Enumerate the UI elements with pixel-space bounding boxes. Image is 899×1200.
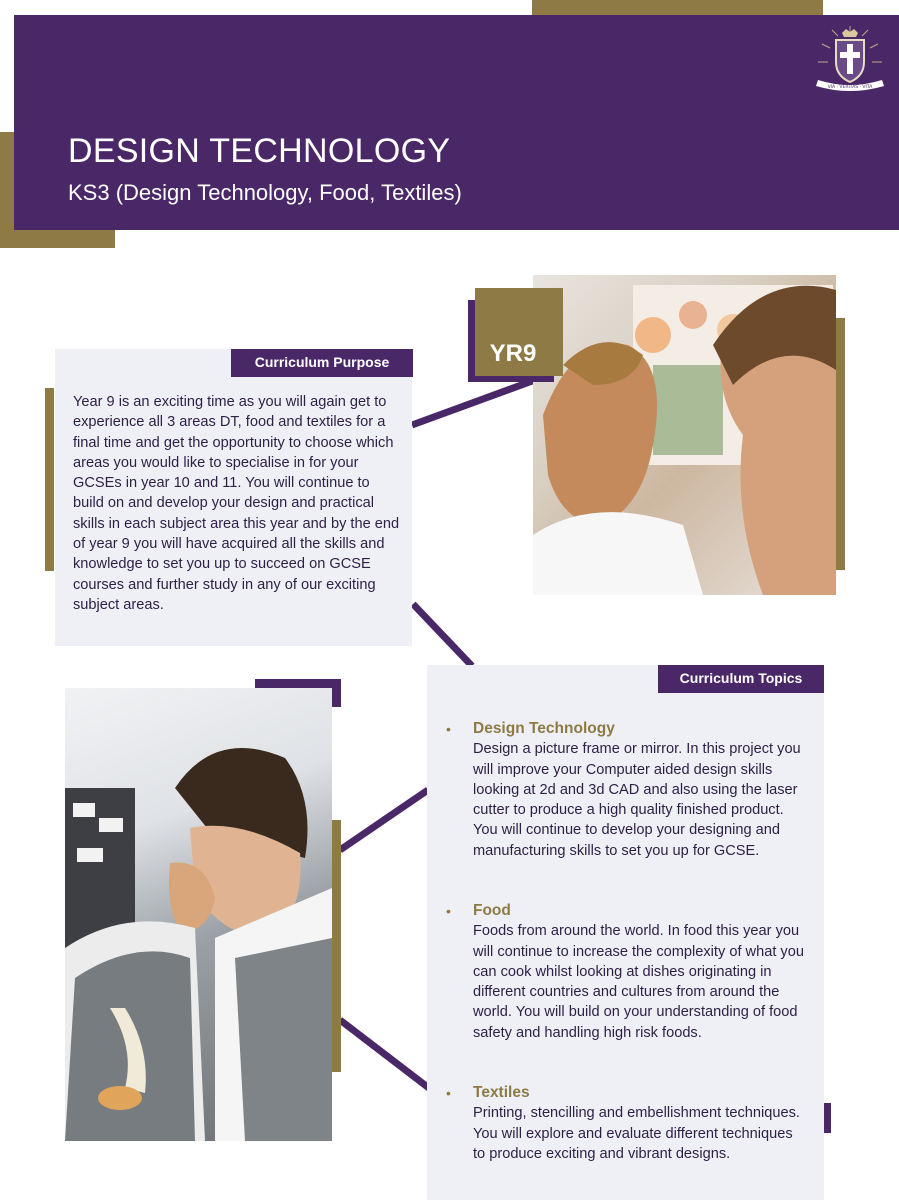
gold-bar-photo2 (332, 820, 341, 1072)
topic-heading: Design Technology (473, 720, 615, 737)
topic-design-technology (446, 719, 806, 861)
crest-motto: VIA · VERITAS · VITA (827, 85, 873, 90)
topic-heading: Textiles (473, 1084, 530, 1101)
students-photo-2 (65, 688, 332, 1141)
page-title: DESIGN TECHNOLOGY (68, 132, 451, 170)
topics-label: Curriculum Topics (658, 665, 824, 693)
bullet-icon: • (446, 1085, 451, 1101)
topic-heading: Food (473, 902, 511, 919)
bullet-icon: • (446, 721, 451, 737)
purpose-label: Curriculum Purpose (231, 349, 413, 377)
gold-bar-photo1 (836, 318, 845, 570)
topic-textiles (446, 1083, 806, 1164)
page-subtitle: KS3 (Design Technology, Food, Textiles) (68, 180, 462, 205)
topic-text: Foods from around the world. In food this year you will continue to increase the complexity of what you can cook whilst looking at dishes originating in different countries and cultures from around the world. You will build on your understanding of food safety and handling high risk foods. (473, 923, 804, 1041)
topic-food (446, 901, 806, 1043)
students-photo-1 (533, 275, 836, 595)
purpose-text: Year 9 is an exciting time as you will again get to experience all 3 areas DT, food and textiles for a final time and get the opportunity to choose which areas you would like to specialise in for your GCSEs in year 10 and 11. You will continue to build on and develop your design and practical skills in each subject area this year and by the end of year 9 you will have acquired all the skills and knowledge to set you up to succeed on GCSE courses and further study in any of our exciting subject areas. (73, 394, 400, 613)
gold-bar-purpose (45, 388, 54, 571)
year-badge-label: YR9 (489, 340, 537, 367)
topic-text: Design a picture frame or mirror. In this project you will improve your Computer aided design skills looking at 2d and 3d CAD and also using the laser cutter to produce a high quality finished product. You will continue to develop your designing and manufacturing skills to set you up for GCSE. (473, 741, 801, 859)
purple-accent-topics (824, 1103, 831, 1133)
bullet-icon: • (446, 903, 451, 919)
topic-text: Printing, stencilling and embellishment techniques. You will explore and evaluate different techniques to produce exciting and vibrant designs. (473, 1105, 800, 1162)
